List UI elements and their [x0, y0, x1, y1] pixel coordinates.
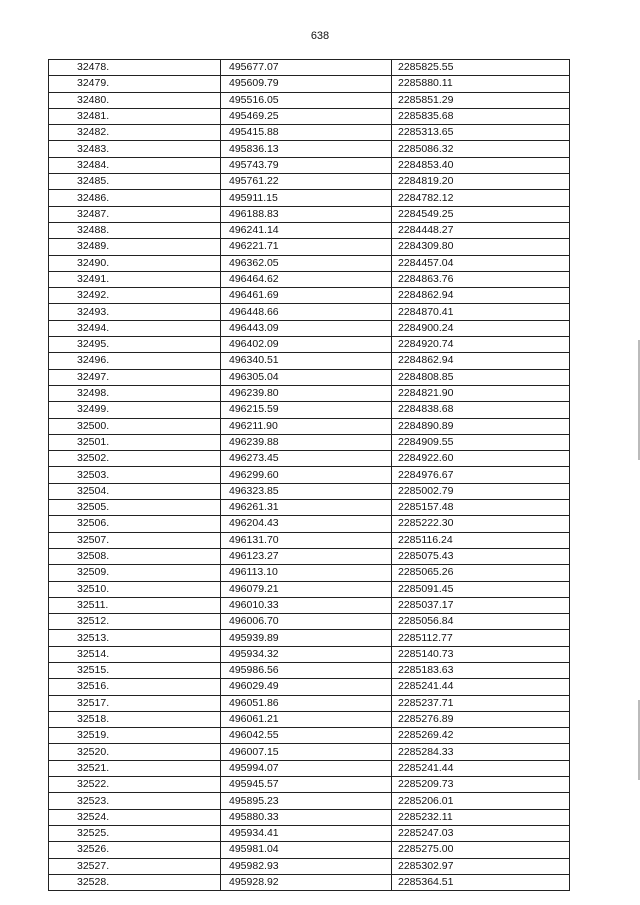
x-coordinate-cell: 495469.25	[221, 108, 392, 124]
x-coordinate-cell: 495994.07	[221, 760, 392, 776]
table-row	[49, 76, 570, 92]
x-coordinate-cell: 496123.27	[221, 548, 392, 564]
x-coordinate-cell: 495928.92	[221, 874, 392, 890]
y-coordinate-cell: 2284782.12	[392, 190, 570, 206]
point-number-cell: 32480.	[49, 92, 221, 108]
table-row	[49, 777, 570, 793]
point-number-cell: 32494.	[49, 320, 221, 336]
point-number-cell: 32488.	[49, 222, 221, 238]
y-coordinate-cell: 2285056.84	[392, 614, 570, 630]
y-coordinate-cell: 2285206.01	[392, 793, 570, 809]
y-coordinate-cell: 2285237.71	[392, 695, 570, 711]
x-coordinate-cell: 496079.21	[221, 581, 392, 597]
table-row	[49, 222, 570, 238]
x-coordinate-cell: 495982.93	[221, 858, 392, 874]
table-row	[49, 255, 570, 271]
y-coordinate-cell: 2284808.85	[392, 369, 570, 385]
y-coordinate-cell: 2285247.03	[392, 825, 570, 841]
point-number-cell: 32528.	[49, 874, 221, 890]
point-number-cell: 32518.	[49, 711, 221, 727]
coordinates-table	[48, 59, 570, 891]
x-coordinate-cell: 496402.09	[221, 337, 392, 353]
y-coordinate-cell: 2284821.90	[392, 385, 570, 401]
table-row	[49, 190, 570, 206]
y-coordinate-cell: 2285112.77	[392, 630, 570, 646]
point-number-cell: 32527.	[49, 858, 221, 874]
point-number-cell: 32489.	[49, 239, 221, 255]
x-coordinate-cell: 495945.57	[221, 777, 392, 793]
y-coordinate-cell: 2284853.40	[392, 157, 570, 173]
y-coordinate-cell: 2284900.24	[392, 320, 570, 336]
x-coordinate-cell: 496340.51	[221, 353, 392, 369]
x-coordinate-cell: 496305.04	[221, 369, 392, 385]
point-number-cell: 32497.	[49, 369, 221, 385]
x-coordinate-cell: 495677.07	[221, 60, 392, 76]
table-row	[49, 728, 570, 744]
table-row	[49, 744, 570, 760]
point-number-cell: 32511.	[49, 597, 221, 613]
x-coordinate-cell: 496215.59	[221, 402, 392, 418]
point-number-cell: 32481.	[49, 108, 221, 124]
table-row	[49, 662, 570, 678]
y-coordinate-cell: 2285825.55	[392, 60, 570, 76]
y-coordinate-cell: 2285284.33	[392, 744, 570, 760]
table-row	[49, 874, 570, 890]
table-row	[49, 858, 570, 874]
table-row	[49, 467, 570, 483]
point-number-cell: 32484.	[49, 157, 221, 173]
point-number-cell: 32512.	[49, 614, 221, 630]
table-row	[49, 630, 570, 646]
point-number-cell: 32478.	[49, 60, 221, 76]
y-coordinate-cell: 2284819.20	[392, 174, 570, 190]
y-coordinate-cell: 2284922.60	[392, 451, 570, 467]
table-row	[49, 418, 570, 434]
table-row	[49, 695, 570, 711]
x-coordinate-cell: 495761.22	[221, 174, 392, 190]
x-coordinate-cell: 495986.56	[221, 662, 392, 678]
x-coordinate-cell: 496221.71	[221, 239, 392, 255]
table-row	[49, 581, 570, 597]
y-coordinate-cell: 2285241.44	[392, 760, 570, 776]
table-row	[49, 125, 570, 141]
table-row	[49, 679, 570, 695]
table-row	[49, 288, 570, 304]
table-row	[49, 402, 570, 418]
point-number-cell: 32504.	[49, 483, 221, 499]
table-row	[49, 174, 570, 190]
table-row	[49, 271, 570, 287]
point-number-cell: 32502.	[49, 451, 221, 467]
x-coordinate-cell: 496443.09	[221, 320, 392, 336]
point-number-cell: 32482.	[49, 125, 221, 141]
table-row	[49, 842, 570, 858]
point-number-cell: 32500.	[49, 418, 221, 434]
x-coordinate-cell: 495981.04	[221, 842, 392, 858]
x-coordinate-cell: 496448.66	[221, 304, 392, 320]
table-row	[49, 483, 570, 499]
y-coordinate-cell: 2284870.41	[392, 304, 570, 320]
y-coordinate-cell: 2285275.00	[392, 842, 570, 858]
point-number-cell: 32492.	[49, 288, 221, 304]
point-number-cell: 32513.	[49, 630, 221, 646]
x-coordinate-cell: 495880.33	[221, 809, 392, 825]
y-coordinate-cell: 2285276.89	[392, 711, 570, 727]
x-coordinate-cell: 496051.86	[221, 695, 392, 711]
x-coordinate-cell: 496299.60	[221, 467, 392, 483]
y-coordinate-cell: 2284909.55	[392, 434, 570, 450]
table-row	[49, 385, 570, 401]
x-coordinate-cell: 496029.49	[221, 679, 392, 695]
point-number-cell: 32490.	[49, 255, 221, 271]
x-coordinate-cell: 495516.05	[221, 92, 392, 108]
table-row	[49, 451, 570, 467]
x-coordinate-cell: 495895.23	[221, 793, 392, 809]
table-row	[49, 434, 570, 450]
y-coordinate-cell: 2284890.89	[392, 418, 570, 434]
point-number-cell: 32523.	[49, 793, 221, 809]
point-number-cell: 32521.	[49, 760, 221, 776]
x-coordinate-cell: 496239.88	[221, 434, 392, 450]
table-row	[49, 320, 570, 336]
point-number-cell: 32524.	[49, 809, 221, 825]
table-row	[49, 565, 570, 581]
x-coordinate-cell: 496042.55	[221, 728, 392, 744]
point-number-cell: 32509.	[49, 565, 221, 581]
table-row	[49, 760, 570, 776]
y-coordinate-cell: 2284862.94	[392, 353, 570, 369]
point-number-cell: 32520.	[49, 744, 221, 760]
x-coordinate-cell: 495934.32	[221, 646, 392, 662]
point-number-cell: 32486.	[49, 190, 221, 206]
y-coordinate-cell: 2285880.11	[392, 76, 570, 92]
point-number-cell: 32479.	[49, 76, 221, 92]
y-coordinate-cell: 2285364.51	[392, 874, 570, 890]
table-row	[49, 108, 570, 124]
point-number-cell: 32516.	[49, 679, 221, 695]
x-coordinate-cell: 496007.15	[221, 744, 392, 760]
x-coordinate-cell: 496239.80	[221, 385, 392, 401]
point-number-cell: 32506.	[49, 516, 221, 532]
table-row	[49, 532, 570, 548]
table-row	[49, 516, 570, 532]
y-coordinate-cell: 2284549.25	[392, 206, 570, 222]
x-coordinate-cell: 495743.79	[221, 157, 392, 173]
table-row	[49, 239, 570, 255]
y-coordinate-cell: 2285232.11	[392, 809, 570, 825]
table-row	[49, 369, 570, 385]
table-row	[49, 304, 570, 320]
point-number-cell: 32517.	[49, 695, 221, 711]
y-coordinate-cell: 2285086.32	[392, 141, 570, 157]
x-coordinate-cell: 496010.33	[221, 597, 392, 613]
table-row	[49, 141, 570, 157]
y-coordinate-cell: 2285037.17	[392, 597, 570, 613]
y-coordinate-cell: 2284838.68	[392, 402, 570, 418]
x-coordinate-cell: 496061.21	[221, 711, 392, 727]
y-coordinate-cell: 2285183.63	[392, 662, 570, 678]
table-row	[49, 353, 570, 369]
x-coordinate-cell: 495934.41	[221, 825, 392, 841]
point-number-cell: 32496.	[49, 353, 221, 369]
point-number-cell: 32503.	[49, 467, 221, 483]
x-coordinate-cell: 495836.13	[221, 141, 392, 157]
table-row	[49, 597, 570, 613]
x-coordinate-cell: 496461.69	[221, 288, 392, 304]
x-coordinate-cell: 496261.31	[221, 500, 392, 516]
y-coordinate-cell: 2285222.30	[392, 516, 570, 532]
page-number: 638	[310, 30, 330, 42]
x-coordinate-cell: 496273.45	[221, 451, 392, 467]
point-number-cell: 32515.	[49, 662, 221, 678]
y-coordinate-cell: 2285835.68	[392, 108, 570, 124]
y-coordinate-cell: 2284976.67	[392, 467, 570, 483]
point-number-cell: 32526.	[49, 842, 221, 858]
table-row	[49, 793, 570, 809]
point-number-cell: 32508.	[49, 548, 221, 564]
x-coordinate-cell: 496241.14	[221, 222, 392, 238]
table-row	[49, 646, 570, 662]
x-coordinate-cell: 495415.88	[221, 125, 392, 141]
table-row	[49, 206, 570, 222]
y-coordinate-cell: 2285002.79	[392, 483, 570, 499]
coordinates-table-body	[49, 60, 570, 891]
y-coordinate-cell: 2285065.26	[392, 565, 570, 581]
table-row	[49, 809, 570, 825]
y-coordinate-cell: 2284920.74	[392, 337, 570, 353]
point-number-cell: 32487.	[49, 206, 221, 222]
y-coordinate-cell: 2284457.04	[392, 255, 570, 271]
y-coordinate-cell: 2284863.76	[392, 271, 570, 287]
y-coordinate-cell: 2285302.97	[392, 858, 570, 874]
point-number-cell: 32485.	[49, 174, 221, 190]
y-coordinate-cell: 2285851.29	[392, 92, 570, 108]
x-coordinate-cell: 495609.79	[221, 76, 392, 92]
point-number-cell: 32525.	[49, 825, 221, 841]
x-coordinate-cell: 496188.83	[221, 206, 392, 222]
point-number-cell: 32499.	[49, 402, 221, 418]
x-coordinate-cell: 496323.85	[221, 483, 392, 499]
y-coordinate-cell: 2285313.65	[392, 125, 570, 141]
point-number-cell: 32507.	[49, 532, 221, 548]
table-row	[49, 825, 570, 841]
table-row	[49, 548, 570, 564]
table-row	[49, 711, 570, 727]
x-coordinate-cell: 496113.10	[221, 565, 392, 581]
point-number-cell: 32519.	[49, 728, 221, 744]
point-number-cell: 32501.	[49, 434, 221, 450]
y-coordinate-cell: 2284862.94	[392, 288, 570, 304]
x-coordinate-cell: 496204.43	[221, 516, 392, 532]
x-coordinate-cell: 496131.70	[221, 532, 392, 548]
x-coordinate-cell: 495939.89	[221, 630, 392, 646]
table-row	[49, 337, 570, 353]
x-coordinate-cell: 496464.62	[221, 271, 392, 287]
point-number-cell: 32510.	[49, 581, 221, 597]
x-coordinate-cell: 496362.05	[221, 255, 392, 271]
point-number-cell: 32483.	[49, 141, 221, 157]
y-coordinate-cell: 2284309.80	[392, 239, 570, 255]
point-number-cell: 32491.	[49, 271, 221, 287]
table-row	[49, 92, 570, 108]
point-number-cell: 32498.	[49, 385, 221, 401]
point-number-cell: 32493.	[49, 304, 221, 320]
table-row	[49, 60, 570, 76]
y-coordinate-cell: 2285091.45	[392, 581, 570, 597]
y-coordinate-cell: 2285116.24	[392, 532, 570, 548]
table-row	[49, 500, 570, 516]
point-number-cell: 32505.	[49, 500, 221, 516]
table-row	[49, 157, 570, 173]
x-coordinate-cell: 495911.15	[221, 190, 392, 206]
y-coordinate-cell: 2285075.43	[392, 548, 570, 564]
y-coordinate-cell: 2285241.44	[392, 679, 570, 695]
point-number-cell: 32495.	[49, 337, 221, 353]
table-row	[49, 614, 570, 630]
point-number-cell: 32514.	[49, 646, 221, 662]
point-number-cell: 32522.	[49, 777, 221, 793]
x-coordinate-cell: 496211.90	[221, 418, 392, 434]
y-coordinate-cell: 2285269.42	[392, 728, 570, 744]
y-coordinate-cell: 2285157.48	[392, 500, 570, 516]
y-coordinate-cell: 2284448.27	[392, 222, 570, 238]
y-coordinate-cell: 2285140.73	[392, 646, 570, 662]
x-coordinate-cell: 496006.70	[221, 614, 392, 630]
y-coordinate-cell: 2285209.73	[392, 777, 570, 793]
